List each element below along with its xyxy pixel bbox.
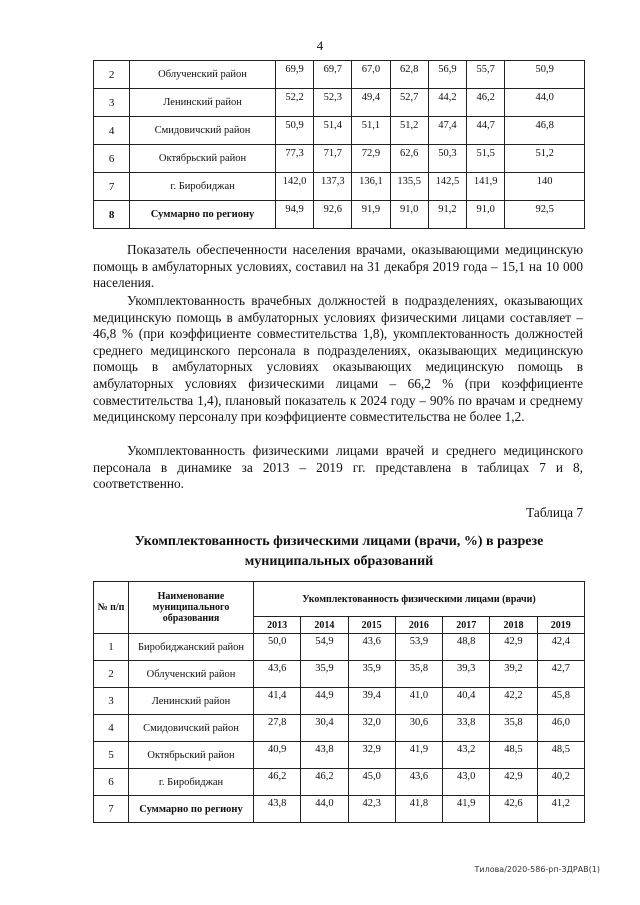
value-cell: 41,4 — [254, 688, 301, 715]
value-cell: 91,9 — [352, 201, 390, 229]
table-caption — [93, 532, 585, 572]
value-cell: 56,9 — [428, 61, 466, 89]
value-cell: 35,8 — [395, 661, 442, 688]
value-cell: 46,0 — [537, 715, 584, 742]
row-name: Облученский район — [129, 661, 254, 688]
value-cell: 42,9 — [490, 634, 537, 661]
row-number: 6 — [94, 769, 129, 796]
value-cell: 32,9 — [348, 742, 395, 769]
value-cell: 141,9 — [467, 173, 505, 201]
value-cell: 27,8 — [254, 715, 301, 742]
value-cell: 41,8 — [395, 796, 442, 823]
row-number: 8 — [94, 201, 130, 229]
value-cell: 43,6 — [395, 769, 442, 796]
value-cell: 135,5 — [390, 173, 428, 201]
value-cell: 46,2 — [301, 769, 348, 796]
header-year: 2018 — [490, 617, 537, 634]
value-cell: 69,9 — [275, 61, 313, 89]
row-number: 7 — [94, 173, 130, 201]
value-cell: 39,4 — [348, 688, 395, 715]
value-cell: 51,1 — [352, 117, 390, 145]
value-cell: 55,7 — [467, 61, 505, 89]
value-cell: 46,2 — [254, 769, 301, 796]
value-cell: 137,3 — [314, 173, 352, 201]
value-cell: 43,8 — [254, 796, 301, 823]
caption-line-2: муниципальных образований — [244, 554, 434, 569]
value-cell: 40,2 — [537, 769, 584, 796]
page-number: 4 — [316, 38, 324, 53]
value-cell: 52,3 — [314, 89, 352, 117]
value-cell: 44,0 — [301, 796, 348, 823]
header-year: 2019 — [537, 617, 584, 634]
value-cell: 41,0 — [395, 688, 442, 715]
row-name: Ленинский район — [130, 89, 276, 117]
paragraph-staffing-positions: Укомплектованность врачебных должностей в подразделениях, оказывающих медицинскую помощь в амбулаторных условиях физическими лицами составляет – 46,8 % (при коэффициенте совместительства 1,8), укомплектованность должностей среднего медицинского персонала в подразделениях, оказывающих медицинскую помощь в амбулаторных условиях оказывающих медицинскую помощь в амбулаторных условиях физическими лицами – 66,2 % (при коэффициенте совместительства 1,4), плановый показатель к 2024 году – 90% по врачам и среднему медицинскому персоналу при коэффициенте совместительства не более 1,2. — [93, 293, 583, 425]
value-cell: 44,9 — [301, 688, 348, 715]
row-number: 4 — [94, 117, 130, 145]
value-cell: 49,4 — [352, 89, 390, 117]
row-name: Смидовичский район — [129, 715, 254, 742]
row-number: 2 — [94, 661, 129, 688]
row-number: 4 — [94, 715, 129, 742]
value-cell: 39,2 — [490, 661, 537, 688]
staffing-table-continued — [93, 60, 585, 229]
row-name: Ленинский район — [129, 688, 254, 715]
value-cell: 42,9 — [490, 769, 537, 796]
value-cell: 77,3 — [275, 145, 313, 173]
paragraph-doctors-provision: Показатель обеспеченности населения врачами, оказывающими медицинскую помощь в амбулаторных условиях, составил на 31 декабря 2019 года – 15,1 на 10 000 населения. — [93, 242, 583, 291]
table-row — [94, 715, 585, 742]
table-row — [94, 117, 585, 145]
row-number: 3 — [94, 89, 130, 117]
value-cell: 91,0 — [390, 201, 428, 229]
row-number: 1 — [94, 634, 129, 661]
value-cell: 92,6 — [314, 201, 352, 229]
value-cell: 45,8 — [537, 688, 584, 715]
value-cell: 42,2 — [490, 688, 537, 715]
value-cell: 41,9 — [443, 796, 490, 823]
value-cell: 50,9 — [505, 61, 585, 89]
row-name: г. Биробиджан — [129, 769, 254, 796]
header-num: № п/п — [94, 582, 129, 634]
row-name: Смидовичский район — [130, 117, 276, 145]
value-cell: 40,9 — [254, 742, 301, 769]
row-name: Биробиджанский район — [129, 634, 254, 661]
table-row — [94, 742, 585, 769]
value-cell: 43,8 — [301, 742, 348, 769]
value-cell: 42,6 — [490, 796, 537, 823]
value-cell: 47,4 — [428, 117, 466, 145]
value-cell: 52,7 — [390, 89, 428, 117]
value-cell: 53,9 — [395, 634, 442, 661]
table-row — [94, 89, 585, 117]
value-cell: 50,3 — [428, 145, 466, 173]
value-cell: 51,2 — [505, 145, 585, 173]
value-cell: 41,9 — [395, 742, 442, 769]
value-cell: 52,2 — [275, 89, 313, 117]
value-cell: 42,7 — [537, 661, 584, 688]
value-cell: 44,7 — [467, 117, 505, 145]
value-cell: 46,2 — [467, 89, 505, 117]
value-cell: 42,3 — [348, 796, 395, 823]
value-cell: 51,4 — [314, 117, 352, 145]
caption-line-1: Укомплектованность физическими лицами (врачи, %) в разрезе — [134, 534, 544, 549]
value-cell: 43,2 — [443, 742, 490, 769]
table-row — [94, 173, 585, 201]
value-cell: 35,9 — [348, 661, 395, 688]
value-cell: 92,5 — [505, 201, 585, 229]
row-number: 2 — [94, 61, 130, 89]
table-row — [94, 769, 585, 796]
table-row — [94, 661, 585, 688]
value-cell: 33,8 — [443, 715, 490, 742]
row-name: Облученский район — [130, 61, 276, 89]
staffing-doctors-table — [93, 581, 585, 823]
value-cell: 142,0 — [275, 173, 313, 201]
value-cell: 54,9 — [301, 634, 348, 661]
value-cell: 42,4 — [537, 634, 584, 661]
value-cell: 50,0 — [254, 634, 301, 661]
value-cell: 43,6 — [254, 661, 301, 688]
value-cell: 41,2 — [537, 796, 584, 823]
row-number: 5 — [94, 742, 129, 769]
row-name: Октябрьский район — [130, 145, 276, 173]
value-cell: 51,5 — [467, 145, 505, 173]
value-cell: 39,3 — [443, 661, 490, 688]
value-cell: 140 — [505, 173, 585, 201]
value-cell: 44,0 — [505, 89, 585, 117]
value-cell: 30,4 — [301, 715, 348, 742]
value-cell: 48,5 — [537, 742, 584, 769]
value-cell: 62,6 — [390, 145, 428, 173]
value-cell: 40,4 — [443, 688, 490, 715]
value-cell: 32,0 — [348, 715, 395, 742]
value-cell: 48,5 — [490, 742, 537, 769]
value-cell: 91,0 — [467, 201, 505, 229]
value-cell: 43,6 — [348, 634, 395, 661]
row-number: 3 — [94, 688, 129, 715]
value-cell: 94,9 — [275, 201, 313, 229]
value-cell: 136,1 — [352, 173, 390, 201]
table-row — [94, 61, 585, 89]
value-cell: 50,9 — [275, 117, 313, 145]
value-cell: 35,8 — [490, 715, 537, 742]
document-footer: Тилова/2020-586-рп-ЗДРАВ(1) — [474, 865, 600, 874]
value-cell: 45,0 — [348, 769, 395, 796]
row-number: 6 — [94, 145, 130, 173]
value-cell: 69,7 — [314, 61, 352, 89]
table-row — [94, 688, 585, 715]
value-cell: 48,8 — [443, 634, 490, 661]
value-cell: 67,0 — [352, 61, 390, 89]
value-cell: 91,2 — [428, 201, 466, 229]
table-row — [94, 634, 585, 661]
value-cell: 62,8 — [390, 61, 428, 89]
paragraph-staffing-dynamics: Укомплектованность физическими лицами врачей и среднего медицинского персонала в динамике за 2013 – 2019 гг. представлена в таблицах 7 и 8, соответственно. — [93, 443, 583, 492]
table-row — [94, 201, 585, 229]
row-name: Октябрьский район — [129, 742, 254, 769]
value-cell: 43,0 — [443, 769, 490, 796]
header-year: 2017 — [443, 617, 490, 634]
value-cell: 35,9 — [301, 661, 348, 688]
table-label: Таблица 7 — [526, 505, 583, 520]
value-cell: 44,2 — [428, 89, 466, 117]
value-cell: 72,9 — [352, 145, 390, 173]
header-year: 2014 — [301, 617, 348, 634]
value-cell: 46,8 — [505, 117, 585, 145]
value-cell: 142,5 — [428, 173, 466, 201]
header-group: Укомплектованность физическими лицами (врачи) — [254, 582, 585, 617]
value-cell: 71,7 — [314, 145, 352, 173]
row-number: 7 — [94, 796, 129, 823]
header-year: 2013 — [254, 617, 301, 634]
header-year: 2015 — [348, 617, 395, 634]
table-row — [94, 145, 585, 173]
row-name: Суммарно по региону — [130, 201, 276, 229]
value-cell: 51,2 — [390, 117, 428, 145]
row-name: г. Биробиджан — [130, 173, 276, 201]
table-row — [94, 796, 585, 823]
header-year: 2016 — [395, 617, 442, 634]
header-name: Наименование муниципального образования — [129, 582, 254, 634]
row-name: Суммарно по региону — [129, 796, 254, 823]
value-cell: 30,6 — [395, 715, 442, 742]
